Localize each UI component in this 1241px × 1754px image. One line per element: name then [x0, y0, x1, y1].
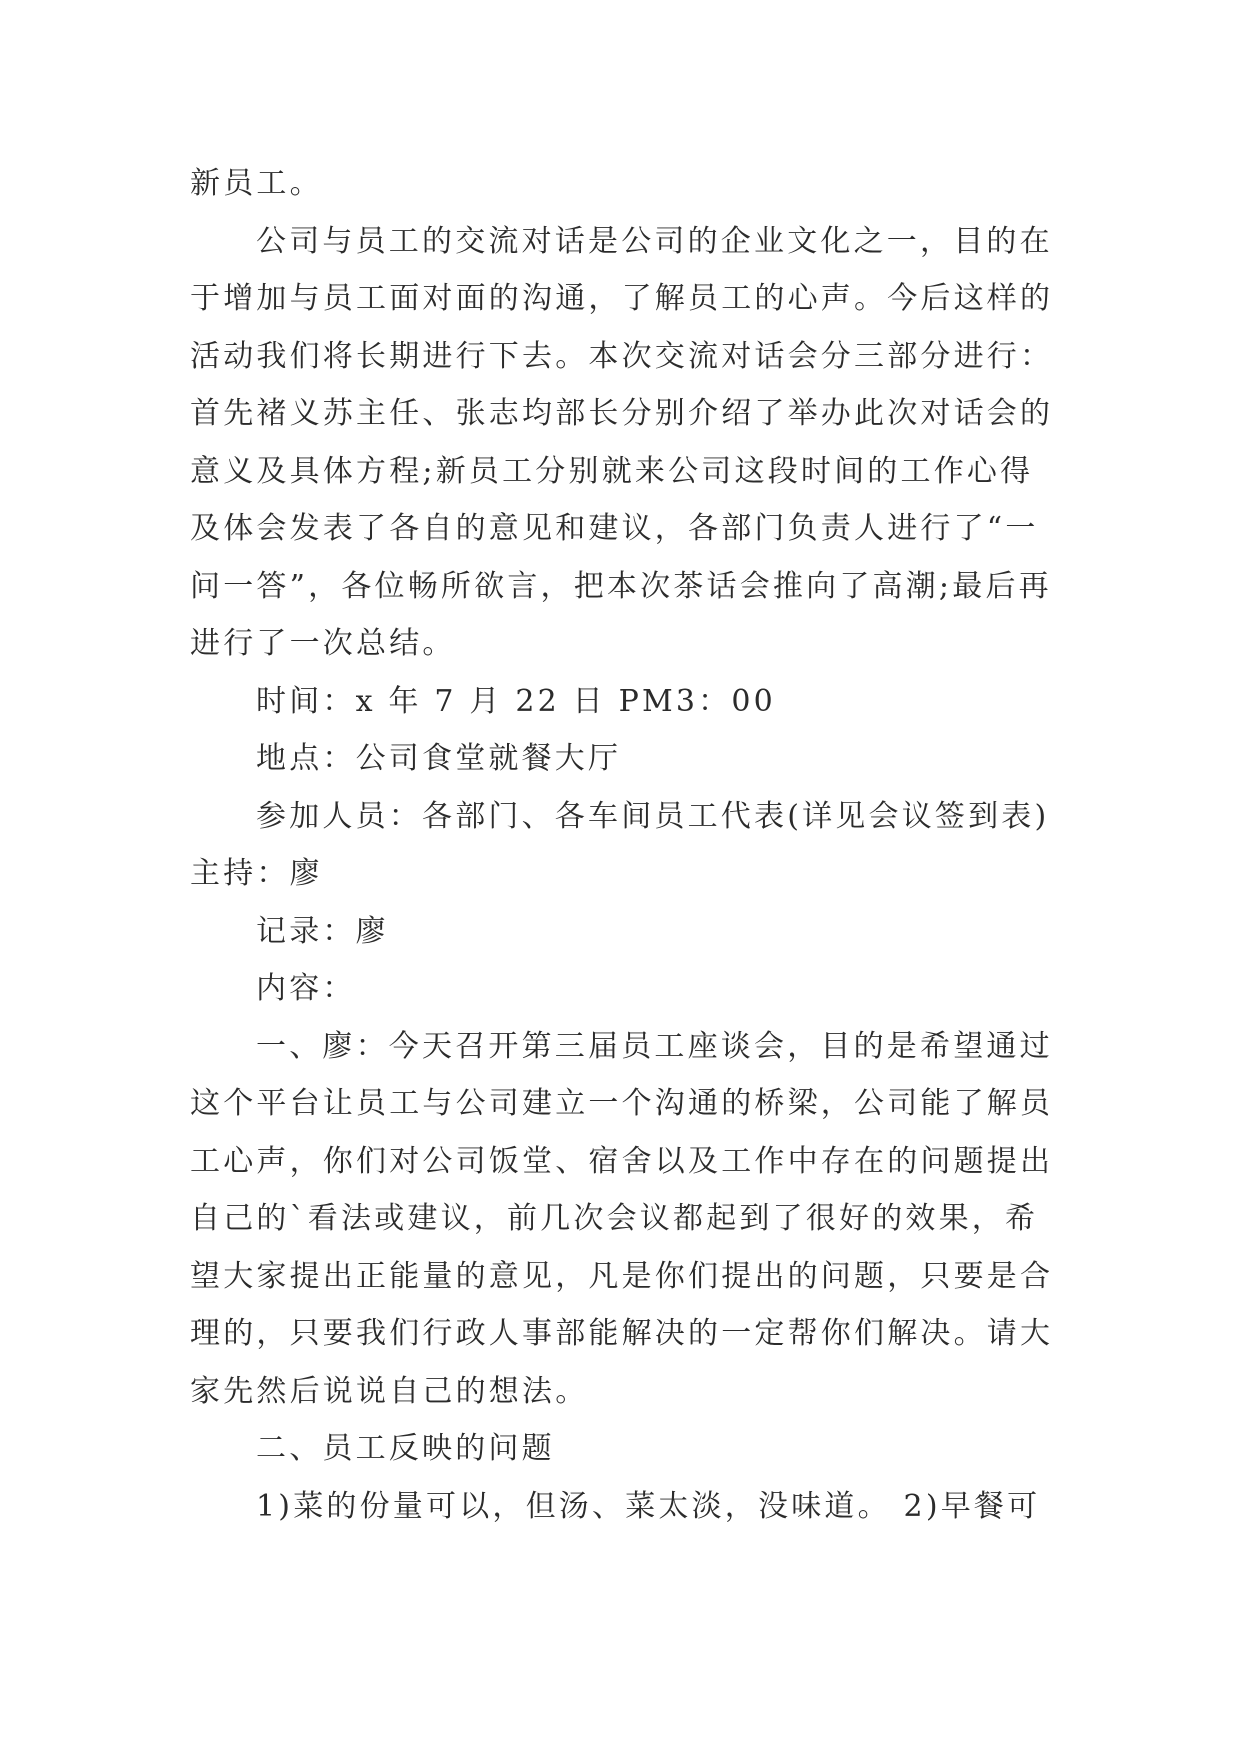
- content-heading: 内容：: [256, 971, 356, 1006]
- text-line-17: 这个平台让员工与公司建立一个沟通的桥梁，公司能了解员: [190, 1086, 1054, 1121]
- meeting-attendees: 参加人员：各部门、各车间员工代表(详见会议签到表): [256, 798, 1050, 834]
- text-line-2: 公司与员工的交流对话是公司的企业文化之一，目的在: [256, 223, 1053, 259]
- text-line-8: 问一答”，各位畅所欲言，把本次茶话会推向了高潮;最后再: [190, 568, 1052, 604]
- text-line-6: 意义及具体方程;新员工分别就来公司这段时间的工作心得: [190, 453, 1034, 489]
- text-line-7: 及体会发表了各自的意见和建议，各部门负责人进行了“一: [190, 511, 1039, 546]
- text-line-4: 活动我们将长期进行下去。本次交流对话会分三部分进行：: [190, 338, 1054, 374]
- document-body: [190, 155, 1080, 1535]
- text-line-22: 家先然后说说自己的想法。: [190, 1373, 589, 1409]
- meeting-location: 地点：公司食堂就餐大厅: [256, 741, 622, 776]
- text-line-24: 1)菜的份量可以，但汤、菜太淡，没味道。 2)早餐可: [256, 1488, 1041, 1524]
- text-line-9: 进行了一次总结。: [190, 626, 456, 661]
- text-line-3: 于增加与员工面对面的沟通，了解员工的心声。今后这样的: [190, 281, 1054, 316]
- text-line-5: 首先褚义苏主任、张志均部长分别介绍了举办此次对话会的: [190, 396, 1054, 431]
- meeting-host: 主持：廖: [190, 856, 323, 891]
- text-line-19: 自己的`看法或建议，前几次会议都起到了很好的效果，希: [190, 1201, 1039, 1236]
- meeting-recorder: 记录：廖: [256, 913, 389, 949]
- text-line-21: 理的，只要我们行政人事部能解决的一定帮你们解决。请大: [190, 1316, 1054, 1351]
- section-heading-issues: 二、员工反映的问题: [256, 1431, 555, 1466]
- text-line-16: 一、廖：今天召开第三届员工座谈会，目的是希望通过: [256, 1028, 1053, 1064]
- text-line-1: 新员工。: [190, 166, 323, 201]
- text-line-20: 望大家提出正能量的意见，凡是你们提出的问题，只要是合: [190, 1258, 1054, 1294]
- text-line-18: 工心声，你们对公司饭堂、宿舍以及工作中存在的问题提出: [190, 1143, 1054, 1179]
- meeting-time: 时间：x 年 7 月 22 日 PM3：00: [256, 683, 776, 719]
